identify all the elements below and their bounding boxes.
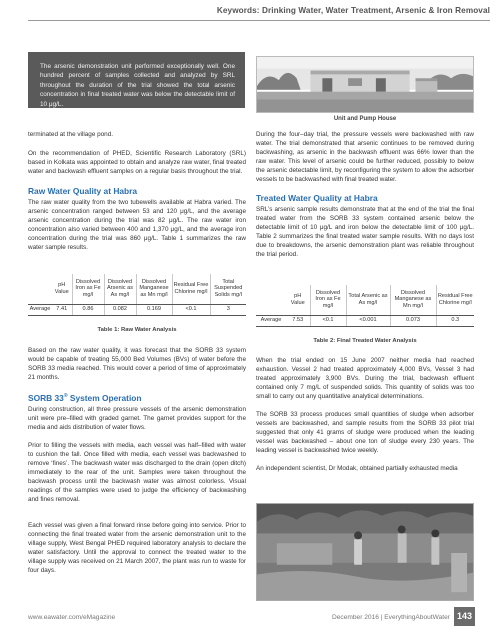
table-header-cell: pH Value [286,285,310,315]
footer-issue: December 2016 | EverythingAboutWater [331,614,450,621]
keywords-header: Keywords: Drinking Water, Water Treatment, Arsenic & Iron Removal [216,6,490,15]
header-rule [28,20,490,21]
table2-caption: Table 2: Final Treated Water Analysis [313,338,417,344]
paragraph: When the trial ended on 15 June 2007 neither media had reached exhaustion. Vessel 2 had treated approximately 4,000 BVs, Vessel 3 had treated approximately 3,900 BVs. During the trial, backwash effluent contained only 7 mg/L of suspended solids. This quantity of solids was too small to carry out any quantitative analytical determinations. [256,357,474,400]
paragraph: Prior to filling the vessels with media, each vessel was half–filled with water to cushion the fall. Once filled with media, each vessel was backwashed to remove ‘fines’. The backwash water was discharged to the drain (open ditch) immediately to the rear of the unit. Samples were taken throughout the backwash process until the backwash water was almost colorless. Visual readings of the samples were used to judge the efficiency of backwashing and fines removal. [28,441,246,503]
left-column-top [28,130,246,252]
section-heading-treated-water: Treated Water Quality at Habra [256,193,378,203]
table-cell: 0.86 [72,304,104,315]
table-cell: <0.001 [346,315,390,326]
unit-pump-house-photo [256,56,474,113]
right-column-top [256,130,474,259]
table-header-row [256,285,474,315]
table-cell: 7.53 [286,315,310,326]
treated-water-table [256,285,474,327]
table-cell: 0.169 [136,304,172,315]
table-header-cell [28,274,52,304]
table-header-cell: Dissolved Manganese as Mn mg/l [136,274,172,304]
photo1-caption: Unit and Pump House [333,116,397,122]
paragraph: Each vessel was given a final forward rinse before going into service. Prior to connecting the final treated water from the arsenic demonstration unit to the village supply, West Bengal PHED required laboratory analysis to declare the water satisfactory. Until the approval to connect the treated water to the village supply was received on 21 March 2007, the plant was run to waste for four days. [28,521,246,574]
callout-box [28,52,245,108]
paragraph: The raw water quality from the two tubewells available at Habra varied. The arsenic concentration ranged between 53 and 120 μg/L, and the average arsenic concentration during the trial was 82 μg/L. The raw water iron concentration also varied between 400 and 1,370 μg/L, and the average iron concentration during the trial was 860 μg/L. Table 1 summarizes the raw water sample results. [28,199,246,251]
table1-caption: Table 1: Raw Water Analysis [97,327,177,333]
table-header-cell: Residual Free Chlorine mg/l [436,285,474,315]
table-cell: 7.41 [52,304,72,315]
left-column-bottom [28,346,246,575]
table-cell: 0.082 [104,304,136,315]
table-cell: <0.1 [172,304,210,315]
table-header-cell: Dissolved Iron as Fe mg/l [72,274,104,304]
table-cell: 0.073 [390,315,436,326]
callout-text: The arsenic demonstration unit performed exceptionally well. One hundred percent of samples collected and analyzed by SRL throughout the duration of the trial showed the total arsenic concentration in final treated water was below the detectable limit of 10 μg/L. [40,63,235,108]
registered-mark: ® [63,393,68,399]
table-header-cell: pH Value [52,274,72,304]
table-cell: Average [256,315,286,326]
section-heading-sorb33 [28,391,246,403]
footer-url: www.eawater.com/eMagazine [28,614,116,621]
right-column-bottom [256,356,474,473]
raw-water-table [28,274,246,316]
paragraph: The SORB 33 process produces small quantities of sludge when adsorber vessels are backwashed, and sample results from the SORB 33 pilot trial suggested that only 41 grams of sludge were produced when the leading vessel was backwashed – about one ton of sludge every 230 years. The leading vessel is backwashed twice weekly. [256,411,474,454]
paragraph: During construction, all three pressure vessels of the arsenic demonstration unit were pre–filled with graded garnet. The garnet provides support for the media and aids distribution of water flows. [28,405,246,431]
table-header-cell: Dissolved Manganese as Mn mg/l [390,285,436,315]
heading-text: SORB 33 [28,392,64,403]
paragraph: Based on the raw water quality, it was forecast that the SORB 33 system would be capable of treating 55,000 Bed Volumes (BVs) of water before the SORB 33 media reached. This would cover a period of time of approximately 21 months. [28,347,246,381]
table-row [256,315,474,326]
table-cell: Average [28,304,52,315]
table-header-cell: Residual Free Chlorine mg/l [172,274,210,304]
paragraph: On the recommendation of PHED, Scientific Research Laboratory (SRL) based in Kolkata was appointed to obtain and analyze raw water, final treated water and backwash effluent samples on a regular basis throughout the trial. [28,150,246,175]
table-header-cell [256,285,286,315]
table-header-cell: Total Arsenic as As mg/l [346,285,390,315]
table-cell: 0.3 [436,315,474,326]
section-heading-raw-water: Raw Water Quality at Habra [28,186,138,196]
table-header-cell: Total Suspended Solids mg/l [210,274,246,304]
paragraph: SRL’s arsenic sample results demonstrate that at the end of the trial the final treated water from the SORB 33 system contained arsenic below the detectable limit of 10 μg/L and iron below the detectable limit of 100 μg/L. Table 2 summarizes the final treated water sample results. With no days lost due to breakdowns, the arsenic demonstration plant was reliable throughout the trial period. [256,206,474,258]
paragraph: During the four–day trial, the pressure vessels were backwashed with raw water. The trial demonstrated that arsenic continues to be removed during backwashing, as arsenic in the backwash effluent was 66% lower than the raw water. This level of arsenic could be further reduced, possibly to below the arsenic detectable limit, by reconfiguring the system to allow the adsorber vessels to be backwashed with final treated water. [256,131,474,183]
page-number: 143 [454,607,475,626]
paragraph: An independent scientist, Dr Modak, obtained partially exhausted media [256,465,458,472]
table-header-cell: Dissolved Iron as Fe mg/l [310,285,346,315]
table-cell: <0.1 [310,315,346,326]
table-header-row [28,274,246,304]
table-row [28,304,246,315]
workers-field-photo [256,503,474,601]
table-header-cell: Dissolved Arsenic as As mg/l [104,274,136,304]
heading-text: System Operation [67,392,142,403]
paragraph: terminated at the village pond. [28,131,113,138]
table-cell: 3 [210,304,246,315]
